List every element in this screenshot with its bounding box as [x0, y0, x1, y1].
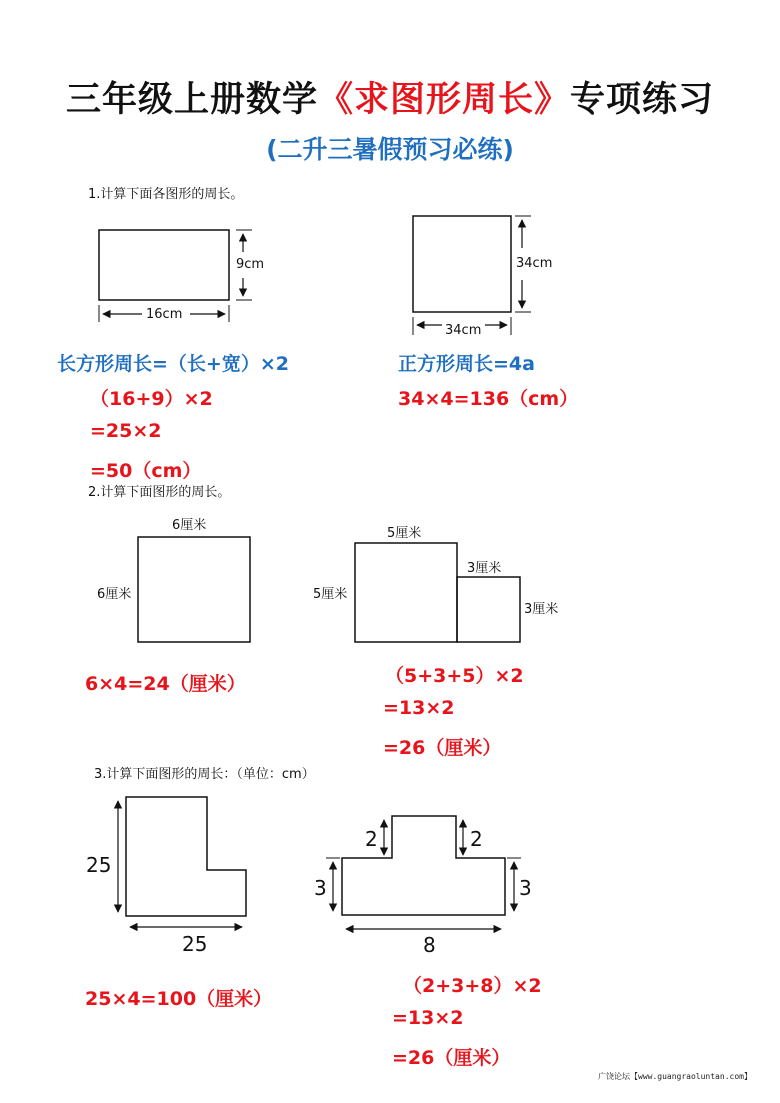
t-top-left-label: 2: [365, 827, 378, 851]
page-subtitle: (二升三暑假预习必练): [266, 135, 514, 164]
t-top-right-label: 2: [470, 827, 483, 851]
square-height-label: 34cm: [516, 256, 553, 271]
question-3: 3.计算下面图形的周长：（单位：cm）: [94, 767, 315, 782]
square-width-label: 34cm: [445, 323, 482, 338]
t-left-label: 3: [314, 876, 327, 900]
l-width-label: 25: [182, 932, 208, 956]
small-top-label: 3厘米: [467, 561, 502, 576]
rect-formula: 长方形周长=（长+宽）×2: [57, 353, 289, 375]
square-formula: 正方形周长=4a: [398, 353, 535, 375]
square6-answer: 6×4=24（厘米）: [85, 673, 246, 695]
composite-step-2: =13×2: [383, 697, 455, 719]
t-bottom-label: 8: [423, 933, 436, 957]
t-right-label: 3: [519, 876, 532, 900]
big-top-label: 5厘米: [387, 526, 422, 541]
big-left-label: 5厘米: [313, 587, 348, 602]
t-step-1: （2+3+8）×2: [403, 975, 542, 997]
question-1: 1.计算下面各图形的周长。: [88, 187, 244, 202]
small-right-label: 3厘米: [524, 602, 559, 617]
question-2: 2.计算下面图形的周长。: [88, 485, 231, 500]
square6-top-label: 6厘米: [172, 518, 207, 533]
t-step-3: =26（厘米）: [392, 1047, 511, 1069]
rect-step-1: （16+9）×2: [90, 388, 213, 410]
t-step-2: =13×2: [392, 1007, 464, 1029]
square-figure-6: [138, 537, 250, 642]
l-answer: 25×4=100（厘米）: [85, 988, 273, 1010]
square-figure-34: [413, 216, 531, 335]
t-shape-figure: [326, 816, 521, 929]
title-highlight: 《求图形周长》: [317, 80, 570, 120]
l-shape-figure: [118, 797, 246, 927]
square-answer: 34×4=136（cm）: [398, 388, 579, 410]
watermark: 广饶论坛【www.guangraoluntan.com】: [598, 1072, 752, 1081]
rect-height-label: 9cm: [236, 257, 265, 272]
square6-left-label: 6厘米: [97, 587, 132, 602]
composite-step-1: （5+3+5）×2: [385, 665, 524, 687]
l-height-label: 25: [86, 853, 112, 877]
title-prefix: 三年级上册数学: [65, 80, 318, 120]
rect-width-label: 16cm: [146, 307, 183, 322]
title-suffix: 专项练习: [570, 80, 715, 120]
rect-step-3: =50（cm）: [90, 460, 202, 482]
rect-step-2: =25×2: [90, 420, 162, 442]
composite-step-3: =26（厘米）: [383, 737, 502, 759]
